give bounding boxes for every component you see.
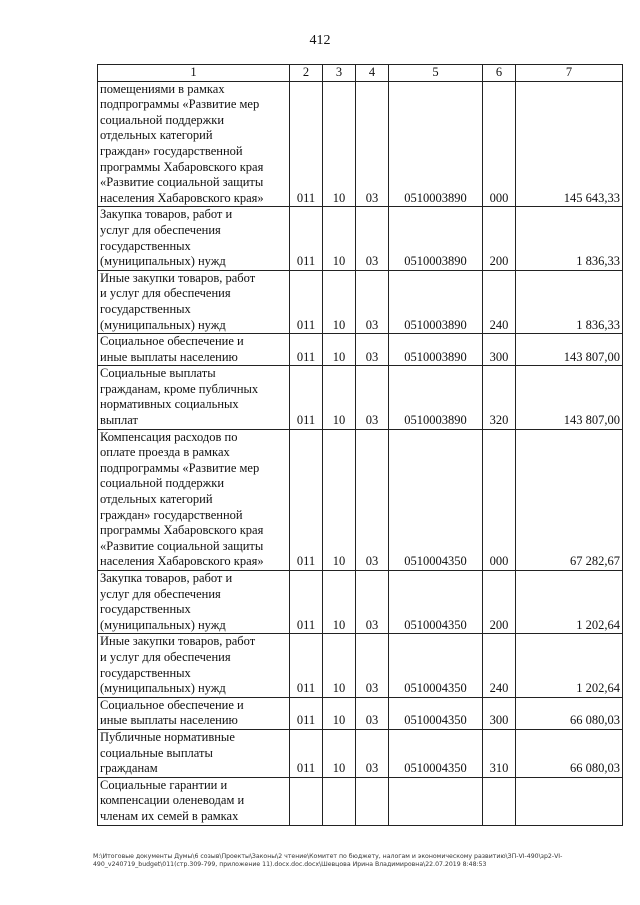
column-header: 3 [323,65,356,82]
column-header: 1 [98,65,290,82]
cell-expense-type: 320 [483,366,516,429]
cell-subsection: 03 [356,697,389,729]
cell-target-item: 0510003890 [389,270,483,333]
cell-section [323,777,356,825]
cell-expense-type: 000 [483,81,516,207]
cell-amount: 1 202,64 [516,571,623,634]
row-name: Социальные выплаты гражданам, кроме публичных нормативных социальных выплат [98,366,290,429]
header-row [98,65,623,82]
cell-amount [516,777,623,825]
cell-subsection: 03 [356,429,389,570]
cell-subsection: 03 [356,366,389,429]
cell-ministry-code [290,777,323,825]
cell-amount: 66 080,03 [516,729,623,777]
cell-amount: 1 836,33 [516,270,623,333]
row-name: Компенсация расходов по оплате проезда в рамках подпрограммы «Развитие мер социальной поддержки отдельных категорий граждан» государственной программы Хабаровского края «Развитие социальной защиты населения Хабаровского края» [98,429,290,570]
row-name: Иные закупки товаров, работ и услуг для обеспечения государственных (муниципальных) нужд [98,270,290,333]
cell-target-item: 0510003890 [389,366,483,429]
cell-subsection: 03 [356,571,389,634]
cell-target-item: 0510003890 [389,207,483,270]
cell-amount: 66 080,03 [516,697,623,729]
cell-ministry-code: 011 [290,634,323,697]
cell-subsection [356,777,389,825]
row-name: Социальные гарантии и компенсации оленеводам и членам их семей в рамках [98,777,290,825]
cell-expense-type [483,777,516,825]
file-path-footer: M:\Итоговые документы Думы\6 созыв\Проекты\Законы\2 чтение\Комитет по бюджету, налогам и экономическому развитию\ЗП-VI-490\зр2-VI-490_v240719_budget\011(стр.309-799, приложение 11).docx.doc.docx\Шевцова Ирина Владимировна\22.07.2019 8:48:53 [93,853,563,868]
cell-expense-type: 240 [483,634,516,697]
budget-table [97,64,623,826]
row-name: помещениями в рамках подпрограммы «Развитие мер социальной поддержки отдельных категорий граждан» государственной программы Хабаровского края «Развитие социальной защиты населения Хабаровского края» [98,81,290,207]
table-row [98,366,623,429]
cell-target-item: 0510004350 [389,429,483,570]
table-row [98,270,623,333]
cell-subsection: 03 [356,270,389,333]
cell-target-item: 0510004350 [389,729,483,777]
table-row [98,429,623,570]
cell-ministry-code: 011 [290,729,323,777]
cell-subsection: 03 [356,634,389,697]
row-name: Иные закупки товаров, работ и услуг для обеспечения государственных (муниципальных) нужд [98,634,290,697]
cell-target-item: 0510003890 [389,81,483,207]
cell-section: 10 [323,571,356,634]
row-name: Социальное обеспечение и иные выплаты населению [98,334,290,366]
table-row [98,207,623,270]
cell-amount: 67 282,67 [516,429,623,570]
cell-target-item: 0510004350 [389,697,483,729]
cell-amount: 145 643,33 [516,81,623,207]
cell-target-item: 0510004350 [389,634,483,697]
row-name: Закупка товаров, работ и услуг для обеспечения государственных (муниципальных) нужд [98,207,290,270]
column-header: 7 [516,65,623,82]
row-name: Закупка товаров, работ и услуг для обеспечения государственных (муниципальных) нужд [98,571,290,634]
cell-subsection: 03 [356,207,389,270]
table-row [98,81,623,207]
cell-target-item: 0510003890 [389,334,483,366]
cell-expense-type: 200 [483,207,516,270]
cell-section: 10 [323,270,356,333]
table-row [98,777,623,825]
cell-ministry-code: 011 [290,366,323,429]
cell-expense-type: 200 [483,571,516,634]
cell-amount: 1 202,64 [516,634,623,697]
cell-ministry-code: 011 [290,81,323,207]
cell-section: 10 [323,429,356,570]
row-name: Публичные нормативные социальные выплаты гражданам [98,729,290,777]
cell-subsection: 03 [356,81,389,207]
cell-section: 10 [323,207,356,270]
cell-expense-type: 310 [483,729,516,777]
cell-ministry-code: 011 [290,207,323,270]
table-row [98,634,623,697]
column-header: 5 [389,65,483,82]
column-header: 6 [483,65,516,82]
row-name: Социальное обеспечение и иные выплаты населению [98,697,290,729]
column-header: 2 [290,65,323,82]
cell-subsection: 03 [356,729,389,777]
cell-ministry-code: 011 [290,334,323,366]
cell-expense-type: 240 [483,270,516,333]
table-row [98,729,623,777]
cell-section: 10 [323,634,356,697]
cell-expense-type: 300 [483,697,516,729]
cell-amount: 1 836,33 [516,207,623,270]
cell-expense-type: 000 [483,429,516,570]
cell-ministry-code: 011 [290,429,323,570]
cell-section: 10 [323,697,356,729]
cell-section: 10 [323,366,356,429]
cell-section: 10 [323,334,356,366]
cell-amount: 143 807,00 [516,334,623,366]
cell-section: 10 [323,81,356,207]
cell-expense-type: 300 [483,334,516,366]
page-number: 412 [309,33,331,48]
cell-target-item: 0510004350 [389,571,483,634]
table-row [98,697,623,729]
table-row [98,571,623,634]
cell-ministry-code: 011 [290,270,323,333]
cell-target-item [389,777,483,825]
table-row [98,334,623,366]
cell-amount: 143 807,00 [516,366,623,429]
cell-section: 10 [323,729,356,777]
cell-subsection: 03 [356,334,389,366]
column-header: 4 [356,65,389,82]
cell-ministry-code: 011 [290,697,323,729]
cell-ministry-code: 011 [290,571,323,634]
